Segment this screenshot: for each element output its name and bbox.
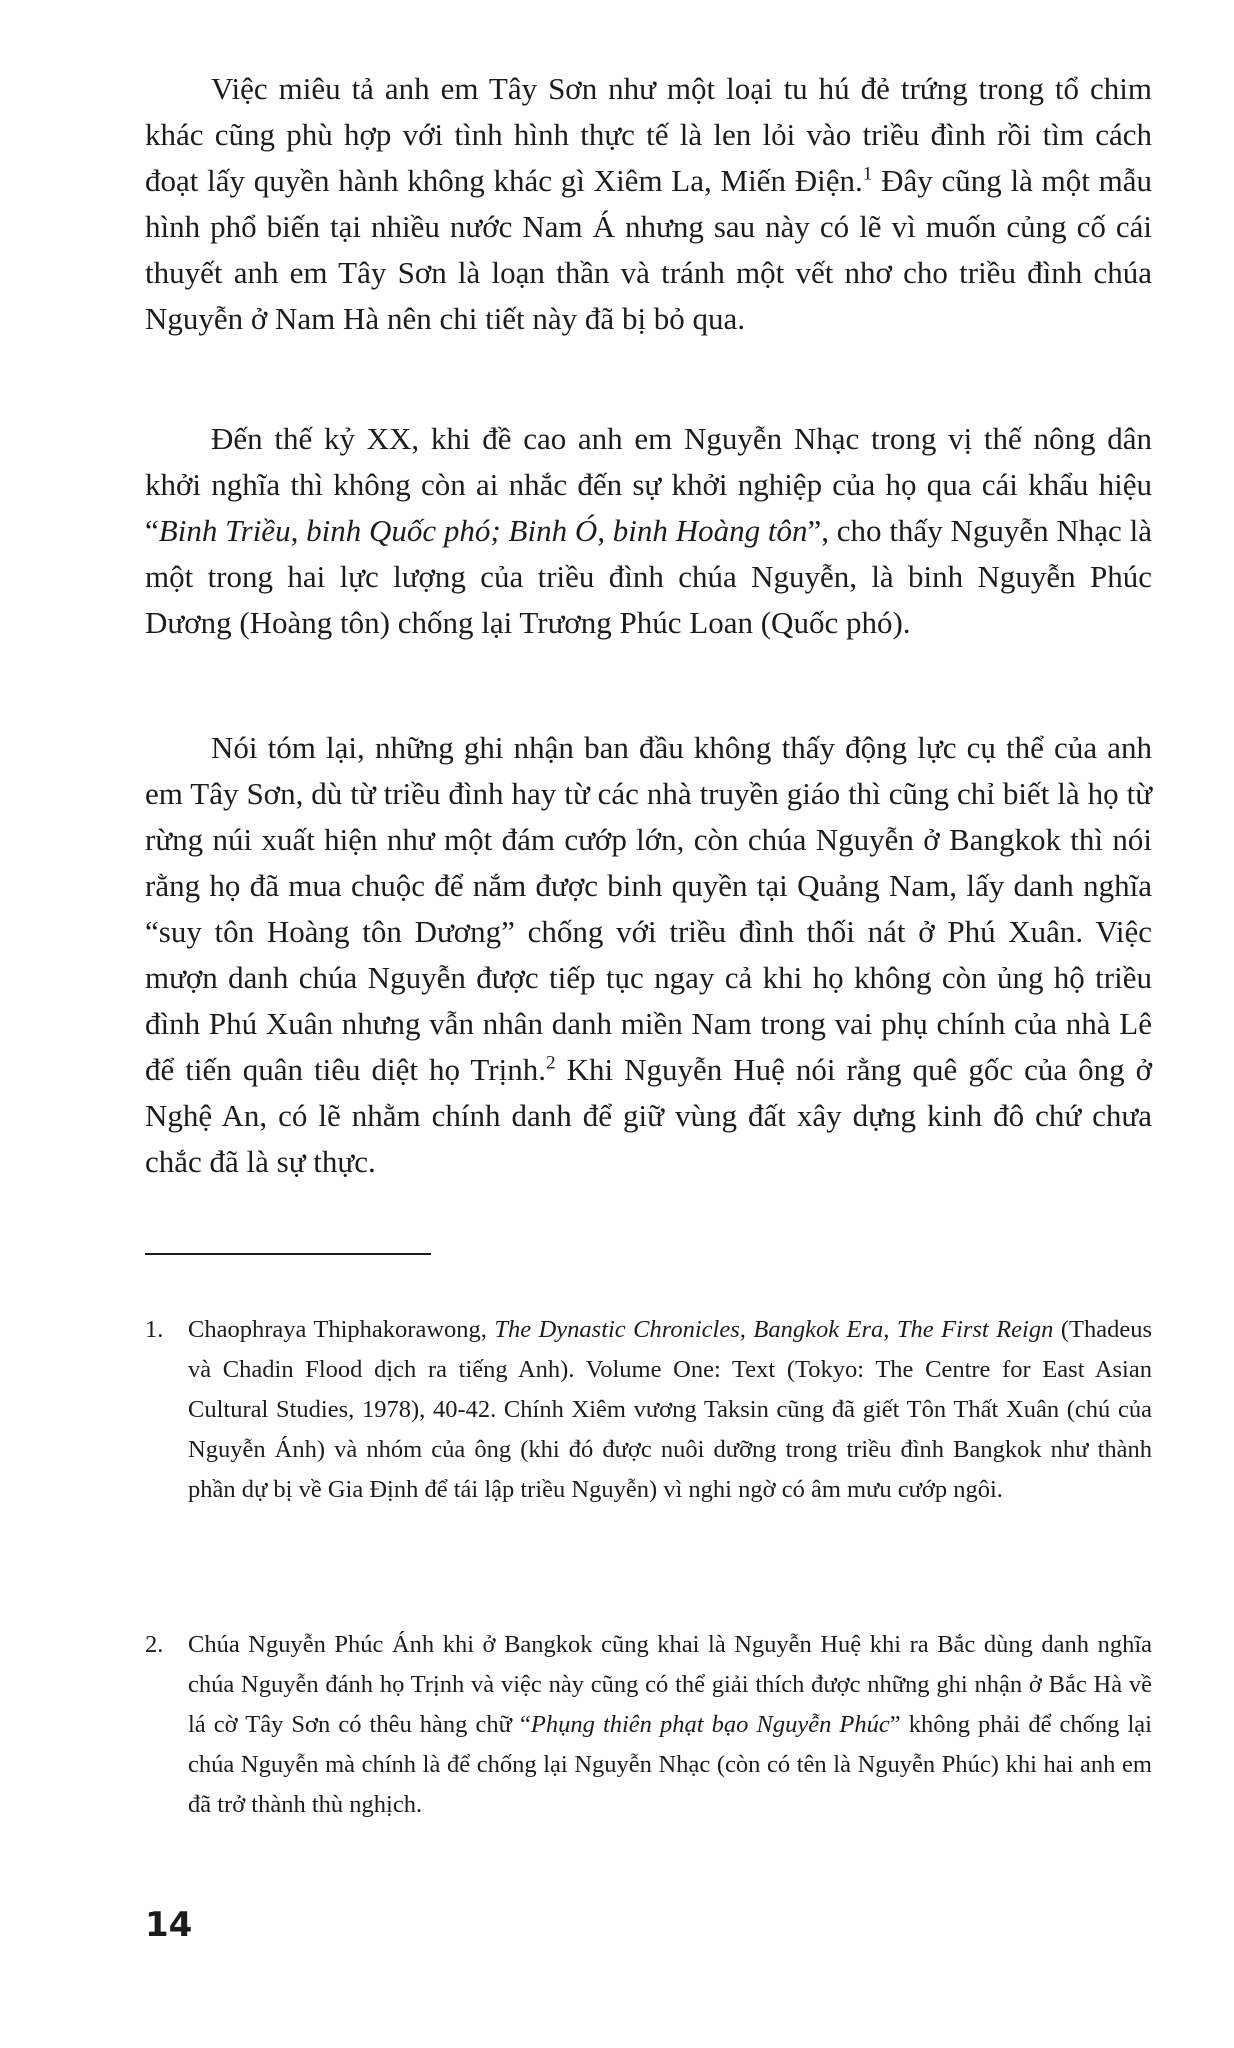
footnote-text <box>188 1310 1152 1510</box>
flag-inscription-italic: Phụng thiên phạt bạo Nguyễn Phúc <box>530 1711 890 1738</box>
footnote-divider <box>145 1253 431 1255</box>
paragraph-text: Đến thế kỷ XX, khi đề cao anh em Nguyễn Nhạc trong vị thế nông dân khởi nghĩa thì không còn ai nhắc đến sự khởi nghiệp của họ qua cái khẩu hiệu “ <box>145 421 1152 548</box>
paragraph-text: Nói tóm lại, những ghi nhận ban đầu không thấy động lực cụ thể của anh em Tây Sơn, dù từ triều đình hay từ các nhà truyền giáo thì cũng chỉ biết là họ từ rừng núi xuất hiện như một đám cướp lớn, còn chúa Nguyễn ở Bangkok thì nói rằng họ đã mua chuộc để nắm được binh quyền tại Quảng Nam, lấy danh nghĩa “suy tôn Hoàng tôn Dương” chống với triều đình thối nát ở Phú Xuân. Việc mượn danh chúa Nguyễn được tiếp tục ngay cả khi họ không còn ủng hộ triều đình Phú Xuân nhưng vẫn nhân danh miền Nam trong vai phụ chính của nhà Lê để tiến quân tiêu diệt họ Trịnh. <box>145 730 1152 1087</box>
footnote-number: 2. <box>145 1631 164 1658</box>
footnote-ref-2: 2 <box>545 1052 556 1074</box>
footnote-ref-1: 1 <box>862 163 873 185</box>
paragraph-text: Việc miêu tả anh em Tây Sơn như một loại tu hú đẻ trứng trong tổ chim khác cũng phù hợp với tình hình thực tế là len lỏi vào triều đình rồi tìm cách đoạt lấy quyền hành không khác gì Xiêm La, Miến Điện. <box>145 71 1152 198</box>
body-paragraph-1 <box>145 66 1152 342</box>
footnote-segment: (Thadeus và Chadin Flood dịch ra tiếng Anh). Volume One: Text (Tokyo: The Centre for East Asian Cultural Studies, 1978), 40-42. Chính Xiêm vương Taksin cũng đã giết Tôn Thất Xuân (chú của Nguyễn Ánh) và nhóm của ông (khi đó được nuôi dưỡng trong triều đình Bangkok như thành phần dự bị về Gia Định để tái lập triều Nguyễn) vì nghi ngờ có âm mưu cướp ngôi. <box>188 1316 1152 1503</box>
slogan-italic: Binh Triều, binh Quốc phó; Binh Ó, binh Hoàng tôn <box>158 513 808 548</box>
body-paragraph-3 <box>145 725 1152 1185</box>
footnote-1 <box>145 1310 1152 1510</box>
paragraph-text: Đây cũng là một mẫu hình phổ biến tại nhiều nước Nam Á nhưng sau này có lẽ vì muốn củng cố cái thuyết anh em Tây Sơn là loạn thần và tránh một vết nhơ cho triều đình chúa Nguyễn ở Nam Hà nên chi tiết này đã bị bỏ qua. <box>145 163 1152 336</box>
body-paragraph-2 <box>145 416 1152 646</box>
paragraph-text: ”, cho thấy Nguyễn Nhạc là một trong hai lực lượng của triều đình chúa Nguyễn, là binh Nguyễn Phúc Dương (Hoàng tôn) chống lại Trương Phúc Loan (Quốc phó). <box>145 513 1152 640</box>
footnote-segment: Chúa Nguyễn Phúc Ánh khi ở Bangkok cũng khai là Nguyễn Huệ khi ra Bắc dùng danh nghĩa chúa Nguyễn đánh họ Trịnh và việc này cũng có thể giải thích được những ghi nhận ở Bắc Hà về lá cờ Tây Sơn có thêu hàng chữ “ <box>188 1631 1152 1738</box>
footnote-segment: Chaophraya Thiphakorawong, <box>188 1316 495 1343</box>
book-title-italic: The Dynastic Chronicles, Bangkok Era, The First Reign <box>494 1316 1054 1343</box>
footnote-text <box>188 1625 1152 1825</box>
page-number: 14 <box>145 1905 193 1945</box>
footnote-number: 1. <box>145 1316 164 1343</box>
footnote-segment: ” không phải để chống lại chúa Nguyễn mà chính là để chống lại Nguyễn Nhạc (còn có tên là Nguyễn Phúc) khi hai anh em đã trở thành thù nghịch. <box>188 1711 1152 1818</box>
footnote-2 <box>145 1625 1152 1825</box>
paragraph-text: Khi Nguyễn Huệ nói rằng quê gốc của ông ở Nghệ An, có lẽ nhằm chính danh để giữ vùng đất xây dựng kinh đô chứ chưa chắc đã là sự thực. <box>145 1052 1152 1179</box>
